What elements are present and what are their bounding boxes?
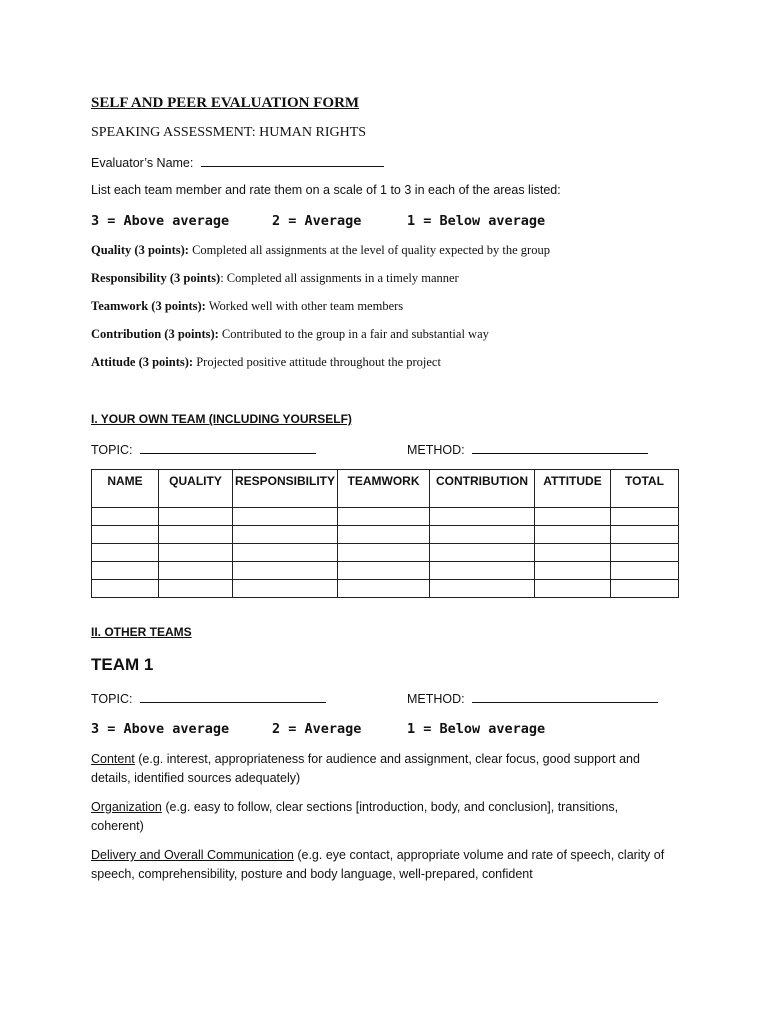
table-cell[interactable] xyxy=(338,544,430,562)
own-team-topic-row xyxy=(91,441,316,457)
table-cell[interactable] xyxy=(611,526,679,544)
criterion-label: Attitude (3 points): xyxy=(91,355,194,369)
section-other-teams-heading xyxy=(91,625,220,639)
topic-field[interactable] xyxy=(140,690,326,703)
table-cell[interactable] xyxy=(159,526,233,544)
table-cell[interactable] xyxy=(233,562,338,580)
column-header-contribution: CONTRIBUTION xyxy=(430,470,535,508)
table-cell[interactable] xyxy=(430,580,535,598)
method-field[interactable] xyxy=(472,690,658,703)
table-cell[interactable] xyxy=(338,562,430,580)
scale-below-average: 1 = Below average xyxy=(407,213,546,229)
table-cell[interactable] xyxy=(92,562,159,580)
table-cell[interactable] xyxy=(159,580,233,598)
criterion-text: Contributed to the group in a fair and substantial way xyxy=(221,327,489,341)
table-cell[interactable] xyxy=(338,508,430,526)
own-team-rating-table xyxy=(91,469,679,598)
criterion-label: Quality (3 points): xyxy=(91,243,189,257)
method-label: METHOD: xyxy=(407,443,465,457)
scale-above-average: 3 = Above average xyxy=(91,213,230,229)
table-cell[interactable] xyxy=(233,526,338,544)
section-own-team-heading: I. YOUR OWN TEAM (INCLUDING YOURSELF) xyxy=(91,412,352,426)
column-header-teamwork: TEAMWORK xyxy=(338,470,430,508)
rubric-label: Organization xyxy=(91,800,162,814)
form-title: SELF AND PEER EVALUATION FORM xyxy=(91,95,360,111)
column-header-quality: QUALITY xyxy=(159,470,233,508)
own-team-method-row xyxy=(407,441,648,457)
table-row xyxy=(92,544,679,562)
table-cell[interactable] xyxy=(535,508,611,526)
evaluator-name-row xyxy=(91,154,384,170)
table-cell[interactable] xyxy=(535,526,611,544)
criterion-text: Worked well with other team members xyxy=(208,299,404,313)
topic-field[interactable] xyxy=(140,441,316,454)
table-cell[interactable] xyxy=(611,580,679,598)
table-cell[interactable] xyxy=(92,508,159,526)
criterion-attitude xyxy=(91,355,441,370)
scale-above-average: 3 = Above average xyxy=(91,721,230,737)
rubric-text: (e.g. interest, appropriateness for audience and assignment, clear focus, good support and details, identified sources adequately) xyxy=(91,752,640,785)
table-cell[interactable] xyxy=(430,508,535,526)
criterion-text: : Completed all assignments in a timely manner xyxy=(220,271,459,285)
criterion-text: Projected positive attitude throughout the project xyxy=(196,355,441,369)
criterion-teamwork xyxy=(91,299,403,314)
criterion-contribution xyxy=(91,327,489,342)
table-cell[interactable] xyxy=(92,580,159,598)
method-label: METHOD: xyxy=(407,692,465,706)
rubric-text: (e.g. easy to follow, clear sections [introduction, body, and conclusion], transitions, coherent) xyxy=(91,800,619,833)
table-row xyxy=(92,580,679,598)
instructions-text: List each team member and rate them on a scale of 1 to 3 in each of the areas listed: xyxy=(91,183,561,197)
table-cell[interactable] xyxy=(611,562,679,580)
table-cell[interactable] xyxy=(233,508,338,526)
table-cell[interactable] xyxy=(535,562,611,580)
table-row xyxy=(92,508,679,526)
table-row xyxy=(92,562,679,580)
rubric-content xyxy=(91,750,671,788)
rubric-delivery xyxy=(91,846,671,884)
criterion-label: Teamwork (3 points): xyxy=(91,299,206,313)
table-cell[interactable] xyxy=(159,562,233,580)
team-1-heading: TEAM 1 xyxy=(91,655,154,674)
table-cell[interactable] xyxy=(92,526,159,544)
topic-label: TOPIC: xyxy=(91,443,133,457)
table-cell[interactable] xyxy=(611,508,679,526)
rubric-text: (e.g. eye contact, appropriate volume and rate of speech, clarity of speech, comprehensibility, posture and body language, well-prepared, confident xyxy=(91,848,665,881)
table-cell[interactable] xyxy=(159,544,233,562)
table-cell[interactable] xyxy=(233,580,338,598)
criterion-label: Responsibility (3 points) xyxy=(91,271,221,285)
table-cell[interactable] xyxy=(159,508,233,526)
evaluator-name-label: Evaluator’s Name: xyxy=(91,156,194,170)
team1-method-row xyxy=(407,690,658,706)
scale-average: 2 = Average xyxy=(272,721,362,737)
scale-average: 2 = Average xyxy=(272,213,362,229)
column-header-responsibility: RESPONSIBILITY xyxy=(233,470,338,508)
table-cell[interactable] xyxy=(338,526,430,544)
column-header-total: TOTAL xyxy=(611,470,679,508)
evaluator-name-field[interactable] xyxy=(201,154,384,167)
team1-topic-row xyxy=(91,690,326,706)
table-cell[interactable] xyxy=(535,544,611,562)
topic-label: TOPIC: xyxy=(91,692,133,706)
column-header-name: NAME xyxy=(92,470,159,508)
column-header-attitude: ATTITUDE xyxy=(535,470,611,508)
table-cell[interactable] xyxy=(92,544,159,562)
table-cell[interactable] xyxy=(430,544,535,562)
table-header-row xyxy=(92,470,679,508)
table-cell[interactable] xyxy=(430,562,535,580)
table-cell[interactable] xyxy=(430,526,535,544)
form-subtitle: SPEAKING ASSESSMENT: HUMAN RIGHTS xyxy=(91,125,367,140)
table-row xyxy=(92,526,679,544)
table-cell[interactable] xyxy=(611,544,679,562)
table-cell[interactable] xyxy=(338,580,430,598)
rubric-label: Content xyxy=(91,752,135,766)
table-cell[interactable] xyxy=(233,544,338,562)
criterion-label: Contribution (3 points): xyxy=(91,327,219,341)
table-cell[interactable] xyxy=(535,580,611,598)
other-teams-heading-text: II. OTHER TEAMS xyxy=(91,625,192,639)
rubric-label: Delivery and Overall Communication xyxy=(91,848,294,862)
method-field[interactable] xyxy=(472,441,648,454)
criterion-quality xyxy=(91,243,550,258)
scale-below-average: 1 = Below average xyxy=(407,721,546,737)
criterion-text: Completed all assignments at the level of quality expected by the group xyxy=(192,243,550,257)
rubric-organization xyxy=(91,798,671,836)
criterion-responsibility xyxy=(91,271,459,286)
